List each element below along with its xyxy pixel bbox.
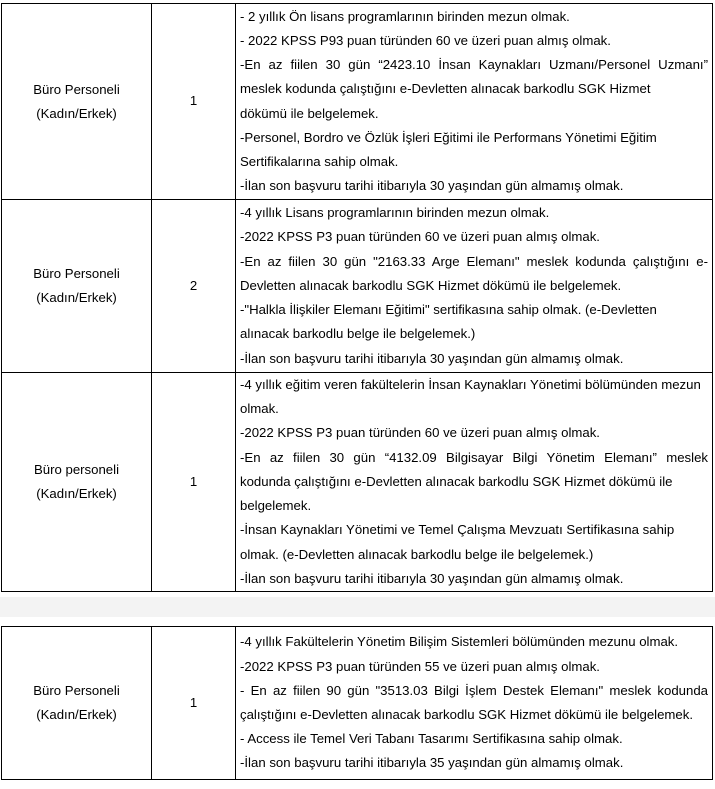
requirement-line: -İnsan Kaynakları Yönetimi ve Temel Çalışma Mevzuatı Sertifikasına sahip [240, 522, 675, 538]
position-row [2, 4, 713, 200]
requirement-line: - En az fiilen 90 gün "3513.03 Bilgi İşlem Destek Elemanı" meslek kodunda [240, 682, 708, 698]
requirement-line: çalıştığını e-Devletten alınacak barkodlu SGK Hizmet dökümü ile belgelemek. [240, 707, 693, 722]
requirement-line: olmak. (e-Devletten alınacak barkodlu belge ile belgelemek.) [240, 546, 594, 562]
position-cell [2, 4, 152, 200]
requirements-table-bottom [1, 626, 713, 780]
requirement-line: -"Halkla İlişkiler Elemanı Eğitimi" sertifikasına sahip olmak. (e-Devletten [240, 302, 657, 318]
requirement-line: Sertifikalarına sahip olmak. [240, 153, 399, 169]
requirement-line: dökümü ile belgelemek. [240, 105, 379, 121]
position-gender: (Kadın/Erkek) [36, 486, 117, 501]
requirement-line: -İlan son başvuru tarihi itibarıyla 30 yaşından gün almamış olmak. [240, 570, 624, 586]
requirements-cell [236, 200, 713, 373]
position-title: Büro Personeli [33, 266, 120, 281]
position-title: Büro Personeli [33, 683, 120, 698]
position-row [2, 627, 713, 780]
position-count: 1 [152, 627, 236, 780]
position-gender: (Kadın/Erkek) [36, 105, 117, 121]
requirement-line: -En az fiilen 30 gün “2423.10 İnsan Kaynakları Uzmanı/Personel Uzmanı” [240, 57, 708, 73]
position-title: Büro personeli [33, 462, 120, 477]
position-count: 1 [152, 4, 236, 200]
position-cell [2, 627, 152, 780]
requirement-line: -İlan son başvuru tarihi itibarıyla 30 yaşından gün almamış olmak. [240, 350, 624, 366]
requirement-line: -4 yıllık Fakültelerin Yönetim Bilişim Sistemleri bölümünden mezunu olmak. [240, 634, 679, 650]
position-cell [2, 373, 152, 592]
requirement-line: -4 yıllık eğitim veren fakültelerin İnsan Kaynakları Yönetimi bölümünden mezun [240, 377, 701, 393]
requirement-line: alınacak barkodlu belge ile belgelemek.) [240, 326, 476, 342]
requirement-line: - 2022 KPSS P93 puan türünden 60 ve üzeri puan almış olmak. [240, 32, 611, 48]
requirement-line: -En az fiilen 30 gün "2163.33 Arge Elemanı" meslek kodunda çalıştığını e- [240, 253, 708, 269]
requirement-line: belgelemek. [240, 498, 312, 514]
requirement-line: olmak. [240, 401, 279, 417]
requirement-line: -4 yıllık Lisans programlarının birinden mezun olmak. [240, 205, 550, 221]
requirement-line: -En az fiilen 30 gün “4132.09 Bilgisayar Bilgi Yönetim Elemanı” meslek [240, 449, 708, 465]
position-count: 1 [152, 373, 236, 592]
position-gender: (Kadın/Erkek) [36, 707, 117, 722]
requirement-line: Devletten alınacak barkodlu SGK Hizmet dökümü ile belgelemek. [240, 277, 622, 293]
requirement-line: - 2 yıllık Ön lisans programlarının birinden mezun olmak. [240, 8, 570, 24]
requirement-line: -İlan son başvuru tarihi itibarıyla 30 yaşından gün almamış olmak. [240, 178, 624, 194]
position-row [2, 200, 713, 373]
requirement-line: kodunda çalıştığını e-Devletten alınacak barkodlu SGK Hizmet dökümü ile [240, 473, 673, 489]
position-gender: (Kadın/Erkek) [36, 290, 117, 305]
requirement-line: -2022 KPSS P3 puan türünden 60 ve üzeri puan almış olmak. [240, 229, 600, 245]
requirement-line: -2022 KPSS P3 puan türünden 55 ve üzeri puan almış olmak. [240, 658, 600, 674]
requirements-cell [236, 373, 713, 592]
requirement-line: -İlan son başvuru tarihi itibarıyla 35 yaşından gün almamış olmak. [240, 755, 624, 771]
requirements-cell [236, 4, 713, 200]
requirements-cell [236, 627, 713, 780]
page-break-band [0, 597, 715, 617]
requirement-line: meslek kodunda çalıştığını e-Devletten alınacak barkodlu SGK Hizmet [240, 81, 651, 97]
position-count: 2 [152, 200, 236, 373]
position-title: Büro Personeli [33, 81, 120, 97]
position-cell [2, 200, 152, 373]
position-row [2, 373, 713, 592]
requirement-line: -Personel, Bordro ve Özlük İşleri Eğitimi ile Performans Yönetimi Eğitim [240, 129, 657, 145]
requirements-table-top [1, 3, 713, 592]
requirement-line: -2022 KPSS P3 puan türünden 60 ve üzeri puan almış olmak. [240, 425, 600, 441]
requirement-line: - Access ile Temel Veri Tabanı Tasarımı Sertifikasına sahip olmak. [240, 731, 623, 747]
